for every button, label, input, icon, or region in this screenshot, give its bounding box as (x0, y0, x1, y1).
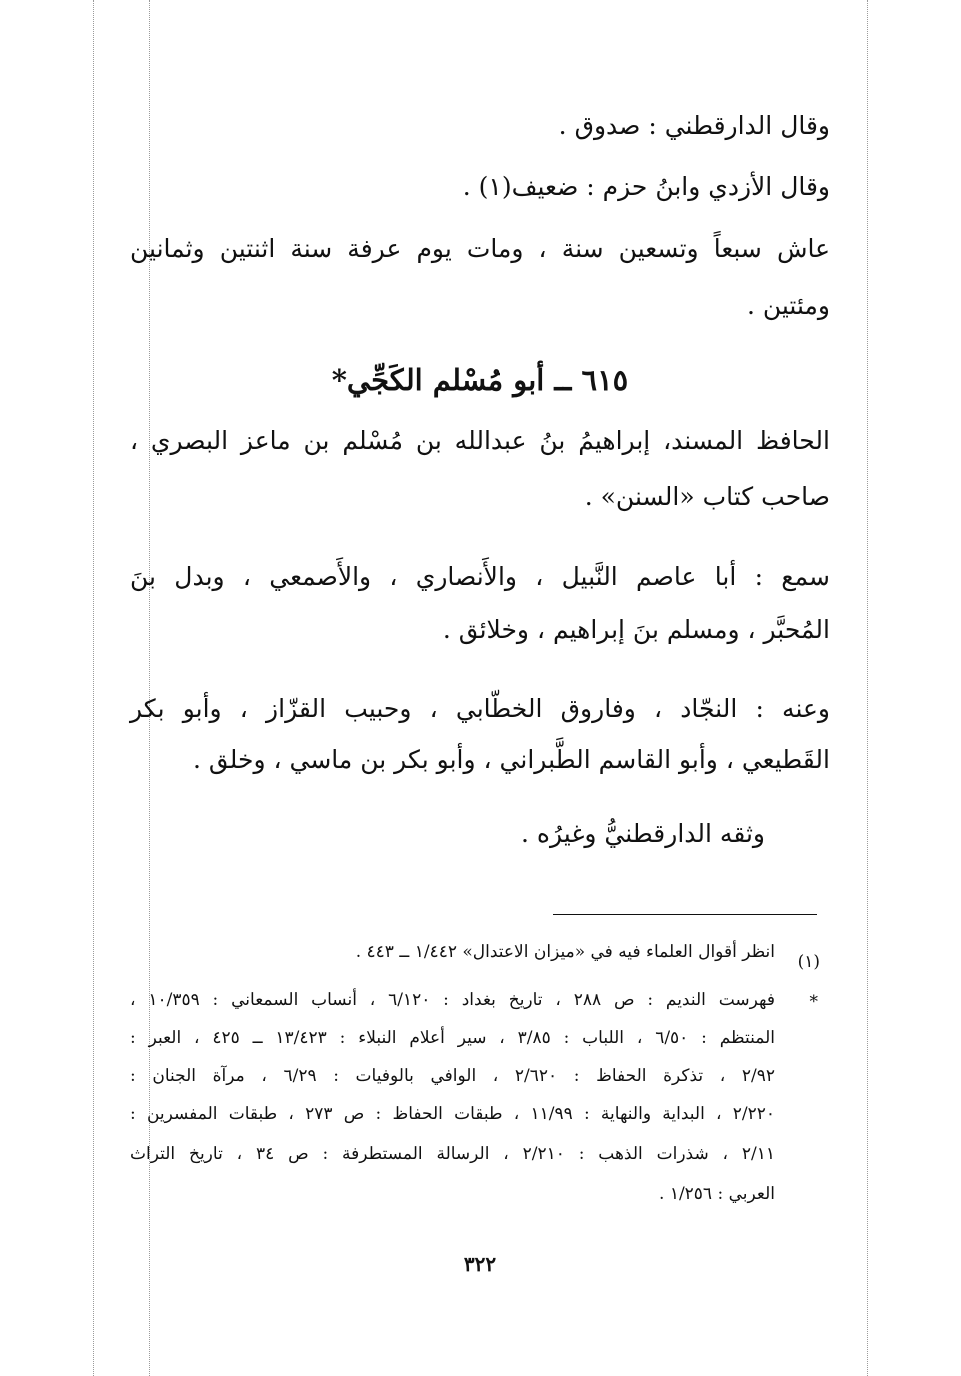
body-line: ومئتين . (746, 291, 830, 320)
body-line: وقال الأزدي وابنُ حزم : ضعيف(١) . (462, 172, 830, 201)
scan-guide-line (867, 0, 868, 1376)
body-line: وقال الدارقطني : صدوق . (558, 111, 830, 140)
entry-text-line: المُحبَّر ، ومسلم بنَ إبراهيم ، وخلائق . (442, 615, 830, 644)
entry-text-line: الحافظ المسند، إبراهيمُ بنُ عبدالله بن مُسْلم بن ماعز البصري ، (130, 426, 830, 455)
entry-text-line: القَطيعي ، وأبو القاسم الطَّبراني ، وأبو بكر بن ماسي ، وخلق . (192, 745, 830, 774)
source-reference-line: ٢/٩٢ ، تذكرة الحفاظ : ٢/٦٢٠ ، الوافي بالوفيات : ٦/٢٩ ، مرآة الجنان : (130, 1066, 775, 1086)
footnote-text: انظر أقوال العلماء فيه في «ميزان الاعتدال» ١/٤٤٢ ــ ٤٤٣ . (355, 942, 775, 962)
source-reference-line: المنتظم : ٦/٥٠ ، اللباب : ٣/٨٥ ، سير أعلام النبلاء : ١٣/٤٢٣ ــ ٤٢٥ ، العبر : (130, 1028, 775, 1048)
source-reference-line: ٢/١١ ، شذرات الذهب : ٢/٢١٠ ، الرسالة المستطرفة : ص ٣٤ ، تاريخ التراث (130, 1144, 775, 1164)
source-marker: * (809, 992, 818, 1012)
scan-guide-line (149, 0, 150, 1376)
entry-text-line: سمع : أبا عاصم النَّبيل ، والأَنصاري ، والأَصمعي ، وبدل بنَ (130, 562, 830, 591)
body-line: عاش سبعاً وتسعين سنة ، ومات يوم عرفة سنة اثنتين وثمانين (130, 234, 830, 263)
footnote-separator (553, 914, 817, 915)
scan-guide-line (93, 0, 94, 1376)
source-reference-line: العربي : ١/٢٥٦ . (659, 1184, 775, 1204)
entry-heading: ٦١٥ ــ أبو مُسْلم الكَجِّي* (331, 363, 629, 397)
entry-text-line: وعنه : النجّاد ، وفاروق الخطّابي ، وحبيب القزّاز ، وأبو بكر (130, 694, 830, 723)
footnote-marker: (١) (797, 952, 820, 972)
page-number: ٣٢٢ (463, 1252, 497, 1276)
source-reference-line: فهرست النديم : ص ٢٨٨ ، تاريخ بغداد : ٦/١٢٠ ، أنساب السمعاني : ١٠/٣٥٩ ، (130, 990, 775, 1010)
source-reference-line: ٢/٢٢٠ ، البداية والنهاية : ١١/٩٩ ، طبقات الحفاظ : ص ٢٧٣ ، طبقات المفسرين : (130, 1104, 775, 1124)
entry-text-line: صاحب كتاب «السنن» . (584, 482, 830, 511)
entry-text-line: وثقه الدارقطنيُّ وغيرُه . (521, 819, 765, 848)
